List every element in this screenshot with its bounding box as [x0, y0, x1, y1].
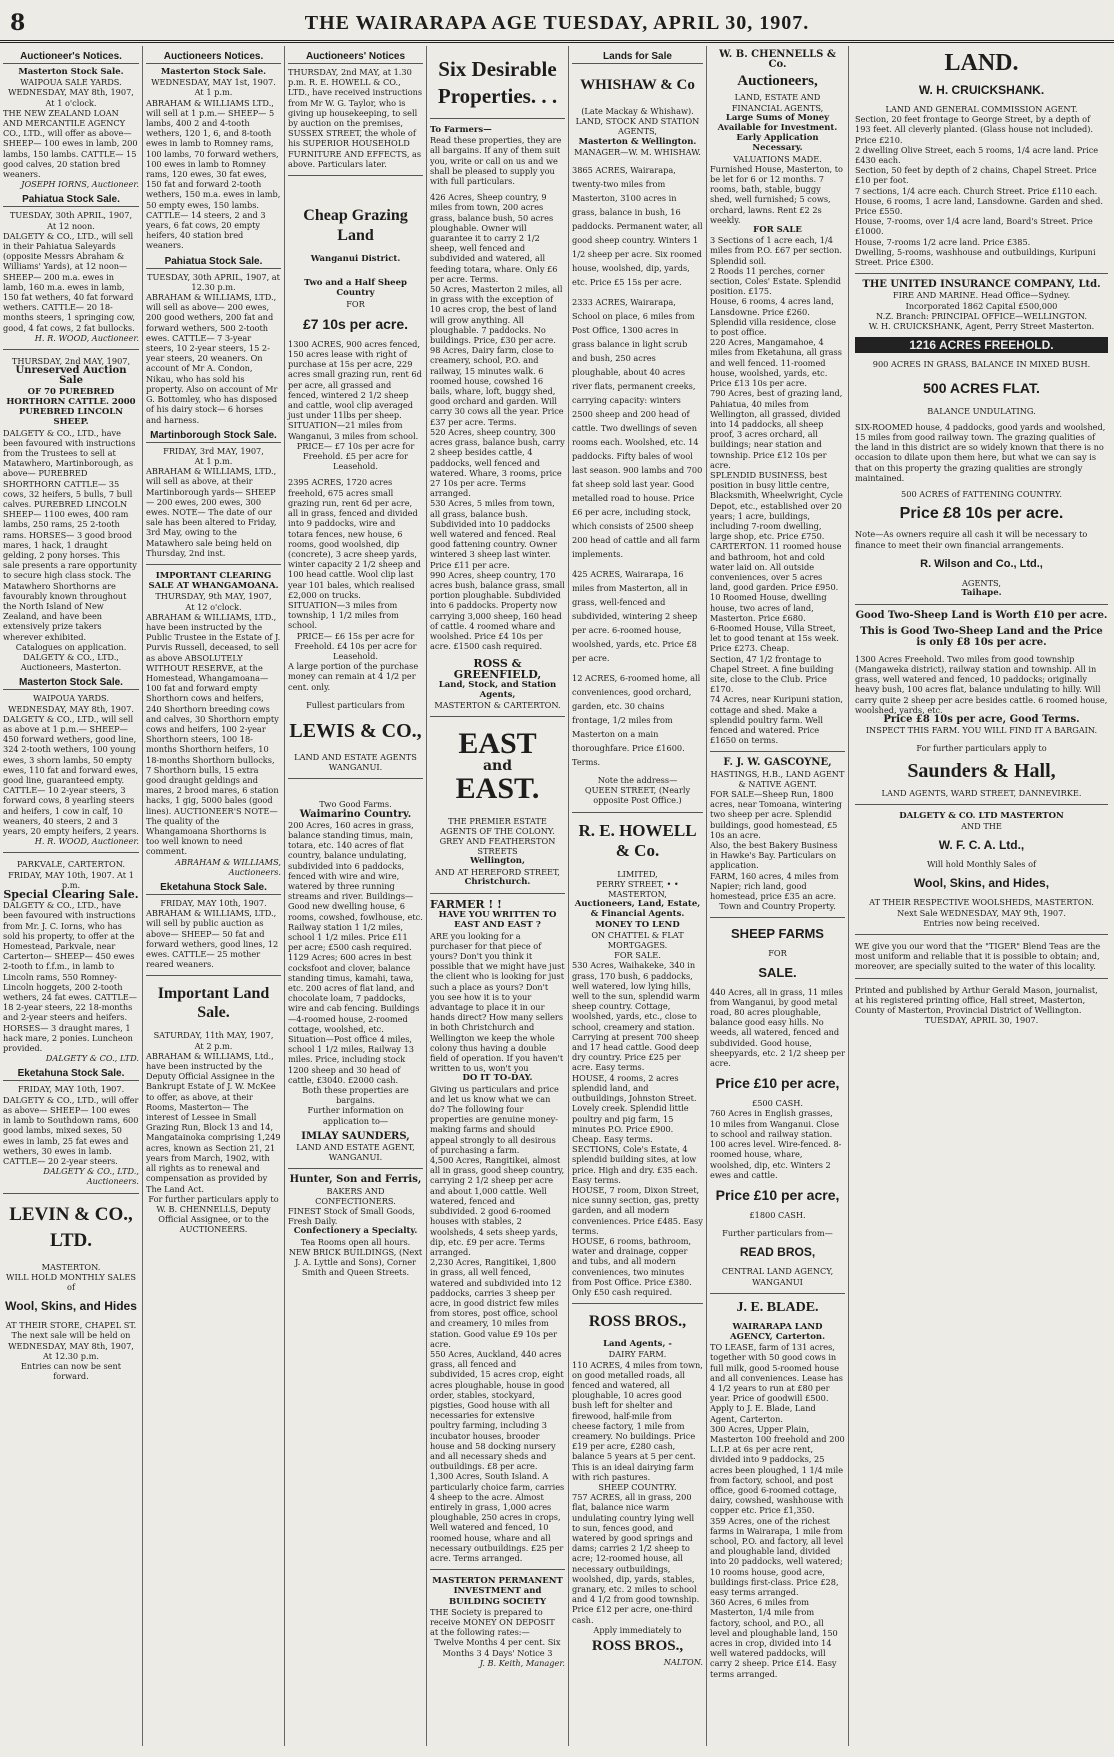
agent-name-east: EAST	[458, 727, 537, 761]
ad-subtitle: 900 ACRES IN GRASS, BALANCE IN MIXED BUSH.	[872, 359, 1091, 370]
ad-title: Masterton Stock Sale.	[160, 67, 267, 77]
listing-50-acres: 50 Acres, Masterton 2 miles, all in grass with the exception of 10 acres crop, the best of land will grow anything. All ploughable. 7 paddocks. No buildings. Price, £30 per acre.	[430, 284, 563, 346]
ad-headline-flat: 500 ACRES FLAT.	[923, 379, 1040, 396]
ad-subtitle: WAIPOUA SALE YARDS.	[20, 77, 122, 88]
divider	[572, 812, 703, 813]
divider	[430, 893, 565, 894]
ad-note: Both these properties are bargains.	[302, 1085, 409, 1106]
listing-3865-acres: 3865 ACRES, Wairarapa, twenty-two miles from Masterton, 3100 acres in grass, balance in bush, 16 paddocks. Permanent water, all good sheep country. Winters 1 1/2 sheep per acre. Six roomed house, woolshed, dip, yards, etc. Price £5 15s per acre.	[572, 165, 703, 288]
column-6	[706, 46, 848, 1746]
agent-subtitle: LAND AND ESTATE AGENTS WANGANUI.	[294, 751, 417, 773]
ad-body: ABRAHAM & WILLIAMS, LTD., will sell as above, at their Martinborough yards— SHEEP— 200 ewes, 200 ewes, 300 ewes. NOTE— The date of our sale has been altered to Friday, 3rd May, owing to the Matawhero sale being held on Thursday, 2nd inst.	[146, 466, 277, 558]
listing-300-acres: 300 Acres, Upper Plain, Masterton 100 freehold and 200 L.I.P. at 6s per acre rent, divided into 9 paddocks, 25 acres been ploughed, 1 1/4 mile from factory, school, and post office, good 6-roomed cottage, dairy, cowshed, washhouse with copper etc. Price £1,350.	[710, 1423, 845, 1516]
listing-359-acres: 359 Acres, one of the richest farms in Wairarapa, 1 mile from school, P.O. and factory, all level and ploughable land, divided into 20 paddocks, well watered; 10 rooms house, good acre, buildings first-class. Price £28, easy terms arranged.	[710, 1515, 844, 1597]
ad-date: FRIDAY, 3rd MAY, 1907,	[163, 445, 264, 456]
agent-subtitle: LAND AND ESTATE AGENT, WANGANUI.	[296, 1142, 415, 1163]
ad-body: ABRAHAM & WILLIAMS LTD., will sell at 1 p.m.— SHEEP— 5 lambs, 400 2 and 4-tooth wethers, 120 1, 6, and 8-tooth ewes in lamb to Romney rams, 100 lambs, 70 forward wethers, 100 ewes in lamb to Romney rams, 120 ewes, 30 fat ewes, 150 fat and forward 2-tooth wethers, 150 m.a. ewes in lamb, 50 empty ewes, 150 lambs. CATTLE— 14 steers, 2 and 3 years, 6 fat cows, 20 empty heifers, 40 station bred weaners.	[146, 97, 281, 251]
ad-subtitle: Wanganui District.	[310, 254, 401, 265]
ad-time: At 12 noon.	[47, 220, 95, 231]
divider	[855, 978, 1108, 979]
agent-and: AND THE	[961, 820, 1002, 831]
divider	[146, 975, 281, 976]
ad-subtitle: WAIPOUA YARDS.	[33, 693, 109, 704]
agent-location: MASTERTON & CARTERTON.	[434, 700, 561, 711]
divider	[855, 604, 1108, 605]
ad-date: WEDNESDAY, MAY 8th, 1907.	[8, 703, 134, 714]
ad-date: WEDNESDAY, MAY 8th, 1907,	[8, 87, 134, 98]
insurer-capital: Incorporated 1862 Capital £500,000	[905, 300, 1058, 311]
listing-chapel-street: Section, 50 feet by depth of 2 chains, Chapel Street. Price £10 per foot.	[855, 165, 1097, 186]
divider	[855, 273, 1108, 274]
listing-note: A large portion of the purchase money can remain at 4 1/2 per cent. only.	[288, 661, 419, 692]
ad-subtitle: DAIRY FARM.	[608, 1349, 667, 1360]
ad-subtitle: BALANCE UNDULATING.	[927, 405, 1036, 416]
listing-2-roods: 2 Roods 11 perches, corner section, Coles' Estate. Splendid position. £175.	[710, 265, 842, 297]
listing-200-acres: 200 Acres, 160 acres in grass, balance standing timus, main, totara, etc. 140 acres of flat country, balance undulating, subdivided into 6 paddocks, fenced with wire and wire, watered by three running streams and river. Buildings—Good new dwelling house, 6 rooms, cowshed, fowlhouse, etc. Railway station 1 1/2 miles, school 1 1/2 miles. Price £11 per acre; £500 cash required.	[288, 819, 423, 953]
listing-425-acres: 425 ACRES, Wairarapa, 16 miles from Masterton, all in grass, well-fenced and subdivided, wintering 2 sheep per acre. 6-roomed house, woolshed, yards, etc. Price £8 per acre.	[572, 569, 698, 664]
column-3	[284, 46, 426, 1746]
ad-body: ABRAHAM & WILLIAMS, Ltd., have been instructed by the Deputy Official Assignee in the Bankrupt Estate of J. W. McKee to offer, as above, at their Rooms, Masterton— The interest of Lessee in Small Grazing Run, Block 13 and 14, Mangatainoka comprising 1,249 acres, known as Section 21, 21 years from March, 1902, with all rights as to renewal and compensation as provided by The Land Act.	[146, 1050, 281, 1194]
ad-signature: DALGETY & CO., LTD.	[45, 1053, 139, 1064]
ad-contact-intro: For further particulars apply to	[916, 743, 1047, 754]
section-header: Lands for Sale	[572, 51, 703, 64]
ad-date: THURSDAY, 2nd MAY, 1907,	[11, 356, 131, 367]
agent-name-wilson: R. Wilson and Co., Ltd.,	[920, 557, 1043, 570]
ad-subtitle: HAVE YOU WRITTEN TO EAST AND EAST ?	[438, 910, 557, 931]
listing-2333-acres: 2333 ACRES, Wairarapa, School on place, 6 miles from Post Office, 1300 acres in grass balance in light scrub and bush, 250 acres ploughable, about 40 acres river flats, permanent creeks, carrying capacity: winters 2500 sheep and 200 head of cattle. Two dwellings of seven rooms each. Woolshed, etc. 14 paddocks. Fifty bales of wool last season. 900 lambs and 700 fat sheep sold last year. Good metalled road to house. Price £6 per acre, including stock, which consists of 2500 sheep 200 head of cattle and all farm implements.	[572, 297, 703, 560]
agent-address: GREY AND FEATHERSTON STREETS	[439, 835, 556, 857]
ad-date: FRIDAY, MAY 10th, 1907.	[160, 898, 267, 909]
agent-subtitle: LAND AGENTS, WARD STREET, DANNEVIRKE.	[881, 787, 1082, 798]
ad-body: ABRAHAM & WILLIAMS, LTD., will sell as above— 200 ewes, 200 good wethers, 200 fat and forward wethers, 500 2-tooth ewes. CATTLE— 7 3-year steers, 10 2-year steers, 15 2-year steers, 20 weaners. On account of Mr A. Condon, Nikau, who has sold his property. Also on account of Mr G. Bottomley, who has disposed of his dairy stock— 6 horses and harness.	[146, 292, 278, 425]
ad-title: IMPORTANT CLEARING SALE AT WHANGAMOANA.	[148, 570, 279, 592]
listing-360-acres: 360 Acres, 6 miles from Masterton, 1/4 mile from factory, school, and P.O., all level and ploughable land, 150 acres in crop, divided into 14 well watered paddocks, will carry 2 sheep. Price £14. Easy terms arranged.	[710, 1597, 838, 1679]
agent-name-and: and	[482, 758, 513, 775]
agent-role: Auctioneers,	[737, 73, 818, 90]
listing-4500-acres: 4,500 Acres, Rangitikei, almost all in grass, good sheep country, carrying 2 1/2 sheep per acre and about 1,000 cattle. Well watered, fenced and subdivided. 2 good 6-roomed houses with stables, 2 woolsheds, 4 sets sheep yards, dip, etc. £9 per acre. Terms arranged.	[430, 1155, 565, 1257]
ad-time: At 1 o'clock.	[45, 97, 97, 108]
ad-contact-intro: Further particulars from—	[722, 1228, 833, 1239]
ad-headline: Large Sums of Money Available for Investment.	[717, 112, 838, 134]
listing-house-6-rooms: HOUSE, 6 rooms, bathroom, water and drainage, copper and tubs, and all modern conveniences, two minutes from Post Office. Price £380. Only £50 cash required.	[572, 1235, 692, 1297]
agent-subtitle: LAND, ESTATE AND FINANCIAL AGENTS,	[731, 92, 824, 113]
ad-call-to-action: INSPECT THIS FARM. YOU WILL FIND IT A BARGAIN.	[865, 725, 1098, 736]
ad-date: TUESDAY, 30th APRIL, 1907, at 12.30 p.m.	[147, 271, 280, 292]
ad-headline-freehold: 1216 ACRES FREEHOLD.	[855, 337, 1108, 353]
ad-headline: Six Desirable Properties. . .	[437, 57, 558, 108]
listing-530-acres: 530 Acres, 5 miles from town, all grass, balance bush. Subdivided into 10 paddocks well watered and fenced. Real good fattening country. Owner wintered 3 sheep last winter. Price £11 per acre.	[430, 498, 558, 570]
ad-headline: Cheap Grazing Land	[303, 207, 408, 245]
column-2	[142, 46, 284, 1746]
listing-757-acres: 757 ACRES, all in grass, 200 flat, balance nice warm undulating country lying well to sun, fences good, and watered by good springs and dams; carries 2 1/2 sheep to acre; 12-roomed house, all necessary outbuildings, woolshed, dip, yards, stables, granary, etc. 2 miles to school and 4 1/2 from good township. Price £12 per acre, one-third cash.	[572, 1492, 700, 1625]
listing-situation: SITUATION—3 miles from township, 1 1/2 miles from school.	[288, 599, 399, 631]
ad-footer: Catalogues on application. DALGETY & CO., LTD., Auctioneers, Masterton.	[15, 641, 127, 673]
ad-footer: Entries can now be sent forward.	[20, 1360, 122, 1382]
business-note: Tea Rooms open all hours.	[300, 1236, 411, 1247]
ad-location: AT THEIR STORE, CHAPEL ST.	[5, 1320, 137, 1331]
divider	[288, 175, 423, 176]
ad-for: FOR	[768, 948, 787, 959]
ad-headline: LAND.	[944, 50, 1019, 76]
ad-subtitle: Two and a Half Sheep Country	[304, 278, 407, 299]
tea-ad: WE give you our word that the "TIGER" Blend Teas are the most uniform and reliable that it is possible to obtain; and, moreover, are specially suited to the water of this locality.	[855, 940, 1101, 972]
agent-subtitle: (Late Mackay & Whishaw).	[581, 106, 694, 116]
ad-headline: Wool, Skins, and Hides	[5, 1299, 137, 1314]
society-signature: J. B. Keith, Manager.	[479, 1657, 565, 1668]
listing-cash: £1800 CASH.	[749, 1209, 806, 1220]
listing-price: PRICE— £6 15s per acre for Freehold. £4 10s per acre for Leasehold.	[294, 630, 417, 661]
listing-business: SPLENDID BUSINESS, best position in busy little centre, Blacksmith, Wheelwright, Cycle Depot, etc., established over 20 years; 1 acre, buildings, including 7-room dwelling, large shop, etc. Price £750.	[710, 469, 843, 542]
society-body: THE Society is prepared to receive MONEY ON DEPOSIT at the following rates:—	[430, 1606, 555, 1638]
ad-title: Unreserved Auction Sale	[15, 365, 127, 387]
insurer-agent: W. H. CRUICKSHANK, Agent, Perry Street Masterton.	[868, 321, 1095, 332]
listing-440-acres: 440 Acres, all in grass, 11 miles from Wanganui, by good metal road, 80 acres ploughable, balance good easy hills. No weeds, all watered, fenced and subdivided. Good house, sheepyards, etc. 2 1/2 sheep per acre.	[710, 986, 846, 1069]
ad-price: £7 10s per acre.	[302, 315, 409, 332]
listing-110-acres: 110 ACRES, 4 miles from town, on good metalled roads, all fenced and watered, all ploughable, 10 acres good bush left for shelter and firewood, half-mile from cheese factory, 1 mile from creamery. No buildings. Price £19 per acre, £280 cash, balance 5 years at 5 per cent. This is an ideal dairying farm with rich pastures.	[572, 1359, 703, 1482]
ad-for: FOR	[346, 298, 365, 309]
divider	[855, 934, 1108, 935]
listing-kuripuni: Dwelling, 5-rooms, washhouse and outbuildings, Kuripuni Street. Price £300.	[855, 246, 1096, 268]
agent-role: LAND, STOCK AND STATION AGENTS,	[575, 116, 700, 137]
ad-for-sale: FOR SALE.	[614, 950, 661, 961]
listing-olive-street: 2 dwelling Olive Street, each 5 rooms, 1/4 acre land. Price £430 each.	[855, 144, 1099, 166]
ad-headline: SHEEP FARMS	[731, 926, 824, 942]
agent-subtitle: HASTINGS, H.B., LAND AGENT & NATIVE AGENT.	[710, 768, 845, 789]
listing-790-acres: 790 Acres, best of grazing land, Pahiatua, 40 miles from Wellington, all grassed, divided into 14 paddocks, all sheep proof, 3 acres orchard, all buildings; near station and township. Price £12 10s per acre.	[710, 388, 843, 470]
divider	[572, 1303, 703, 1304]
ad-subtitle: VALUATIONS MADE.	[733, 153, 822, 164]
agent-name-imlay: IMLAY SAUNDERS,	[301, 1130, 410, 1142]
ad-body: ARE you looking for a purchaser for that piece of yours? Don't you think it possible that we might have just the client who is looking for just such a place as yours? Don't you see how it is to your advantage to place it in our hands direct? How many sellers in both Christchurch and Wellington we keep the whole colony thus having a double field of operation. If you haven't written to us, won't you	[430, 930, 565, 1074]
ad-title: Pahiatua Stock Sale.	[146, 256, 281, 269]
ad-time: At 1 p.m.	[194, 455, 233, 466]
divider	[430, 1569, 565, 1570]
listing-530-acres: 530 Acres, Waihakeke, 340 in grass, 170 bush, 6 paddocks, well watered, low lying hills, well to the sun, splendid warm sheep country. Cottage, woolshed, yards, etc., close to school, creamery and station. Carrying at present 700 sheep and 17 head cattle. Good deep dry country. Price £25 per acre. Easy terms.	[572, 960, 700, 1073]
listing-12-acres: 12 ACRES, 6-roomed home, all conveniences, good orchard, garden, etc. 30 chains frontage, 1/2 miles from Masterton on a main thoroughfare. Price £1600. Terms.	[572, 673, 701, 768]
listing-3-sections: 3 Sections of 1 acre each, 1/4 miles from P.O. £67 per section. Splendid soil.	[710, 235, 842, 266]
ad-subtitle: ON CHATTEL & FLAT MORTGAGES.	[591, 929, 684, 951]
listing-house-lansdowne: House, 6 rooms, 1 acre land, Lansdowne. Garden and shed. Price £550.	[855, 195, 1103, 217]
ad-body: WILL HOLD MONTHLY SALES of	[6, 1271, 136, 1292]
divider	[288, 778, 423, 779]
imprint-date: TUESDAY, APRIL 30, 1907.	[924, 1015, 1039, 1026]
divider	[430, 118, 565, 119]
agent-name-whishaw: WHISHAW & Co	[580, 77, 695, 93]
ad-subtitle: MASTERTON.	[41, 1261, 101, 1272]
listing-98-acres: 98 Acres, Dairy farm, close to creamery, school, P.O. and railway, 15 minutes walk. 6 roomed house, cowshed 16 bails, whare, loft, buggy shed, good orchard and garden. Will carry 30 cows all the year. Price £37 per acre. Terms.	[430, 345, 564, 427]
agent-address: PERRY STREET, • • MASTERTON,	[596, 878, 679, 900]
listing-price: PRICE— £7 10s per acre for Freehold. £5 per acre for Leasehold.	[296, 440, 415, 472]
ad-date: FRIDAY, MAY 10th, 1907.	[17, 1084, 125, 1095]
listing-520-acres: 520 Acres, sheep country, 300 acres grass, balance bush, carry 2 sheep besides cattle, 4 paddocks, well fenced and watered. Whare, 3 rooms, price 27 10s per acre. Terms arranged.	[430, 426, 565, 499]
ad-body: ABRAHAM & WILLIAMS, LTD., have been instructed by the Public Trustee in the Estate of J. Purvis Russell, deceased, to sell as above ABSOLUTELY WITHOUT RESERVE, at the Homestead, Whangamoana— 100 fat and forward empty Shorthorn cows and heifers, 240 Shorthorn breeding cows and calves, 30 Shorthorn empty cows and heifers, 100 2-year Shorthorn steers, 100 18-months Shorthorn heifers, 10 18-months Shorthorn bullocks, 7 Shorthorn bulls, 15 extra good draught geldings and mares, 2 brood mares, 6 station hacks, 1 gig, 5000 bales (good lines). AUCTIONEER'S NOTE— The quality of the Whangamoana Shorthorns is too well known to need comment.	[146, 611, 281, 857]
listing-house-board: House, 7-rooms, over 1/4 acre land, Board's Street. Price £1000.	[855, 216, 1093, 237]
listing-furnished-house: Furnished House, Masterton, to be let for 6 or 12 months. 7 rooms, bath, stable, buggy shed, well furnished; 5 cows, orchard, lawns. Rent £2 2s weekly.	[710, 163, 843, 225]
ad-time: At 12 o'clock.	[185, 601, 242, 612]
ad-next-sale: Next Sale WEDNESDAY, MAY 9th, 1907.	[897, 907, 1066, 918]
agent-manager: MANAGER—W. M. WHISHAW.	[574, 146, 701, 157]
ad-body: SIX-ROOMED house, 4 paddocks, good yards and woolshed, 15 miles from good railway town. The grazing qualities of the land in this district are so widely known that there is no occasion to dilate upon them here, but what we can say is that on this property the grazing qualities are strongly maintained.	[855, 421, 1106, 483]
ad-headline: MONEY TO LEND	[595, 919, 680, 930]
ad-signature: ABRAHAM & WILLIAMS, Auctioneers.	[175, 856, 281, 877]
ad-footer: Entries now being received.	[923, 917, 1040, 928]
listing-74-acres: 74 Acres, near Kuripuni station, cottage and shed. Make a splendid poultry farm. Well fenced and watered. Price £1650 on terms.	[710, 694, 844, 746]
ad-signature: H. R. WOOD, Auctioneer.	[34, 836, 139, 847]
listing-1300-acres: 1300 Acres Freehold. Two miles from good township (Mangaweka district), railway station and township. All in grass, well watered and fenced, 10 paddocks; originally heavy bush, 100 acres flat, balance undulating to hilly. Will carry quite 2 sheep per acre besides cattle. 6 roomed house, woolshed, yards, etc.	[855, 653, 1108, 715]
listing-house-4-rooms: HOUSE, 4 rooms, 2 acres splendid land, and outbuildings, Johnston Street. Lovely creek. Splendid little poultry and pig farm, 15 minutes P.O. Price £900. Cheap. Easy terms.	[572, 1072, 697, 1144]
ad-subtitle: Will hold Monthly Sales of	[926, 859, 1037, 870]
ad-body: Read these properties, they are all bargains. If any of them suit you, write or call on us and we shall be pleased to supply you with full particulars.	[430, 135, 562, 187]
section-header: Auctioneers Notices.	[146, 51, 281, 64]
agent-tagline: THE PREMIER ESTATE AGENTS OF THE COLONY.	[440, 815, 555, 836]
listing-price: Price £10 per acre,	[715, 1186, 840, 1203]
divider	[710, 751, 845, 752]
ad-headline: Waimarino Country.	[299, 808, 412, 820]
listing-house-lansdowne: House, 6 rooms, 4 acres land, Lansdowne. Price £260. Splendid villa residence, close to post office.	[710, 296, 837, 338]
agent-name-ross-bros: ROSS BROS.,	[588, 1313, 687, 1331]
ad-title: Martinborough Stock Sale.	[146, 430, 281, 443]
ad-contact-intro: Further information on application to—	[307, 1105, 404, 1126]
masthead	[0, 0, 1114, 43]
agent-location: NALTON.	[663, 1657, 703, 1668]
ad-subtitle: 500 ACRES of FATTENING COUNTRY.	[901, 489, 1062, 500]
ad-signature: JOSEPH IORNS, Auctioneer.	[21, 179, 139, 190]
ad-footer: For further particulars apply to W. B. CHENNELLS, Deputy Official Assignee, or to the AUCTIONEERS.	[148, 1193, 279, 1235]
agent-limited: LIMITED,	[617, 868, 658, 879]
agent-city: Wellington,	[470, 856, 525, 867]
column-4	[426, 46, 568, 1746]
listing-1129-acres: 1129 Acres; 600 acres in best cocksfoot and clover, balance standing timus, kamahi, tawa, etc. 200 acres of flat land, and chocolate loam, 7 paddocks, wire and cab fencing. Buildings—4-roomed house, 2-roomed cottage, woolshed, etc. Situation—Post office 4 miles, school 1 1/2 miles, Railway 13 miles. Price, including stock 1200 sheep and 30 head of cattle, £3040. £2000 cash.	[288, 952, 420, 1085]
insurer-subtitle: FIRE AND MARINE. Head Office—Sydney.	[892, 290, 1071, 301]
agent-name-east-2: EAST.	[455, 771, 540, 805]
section-header: Auctioneers' Notices	[288, 51, 423, 64]
listing-990-acres: 990 Acres, sheep country, 170 acres bush, balance grass, small portion ploughable. Subdivided into 6 paddocks. Property now carrying 3,000 sheep, 160 head of cattle. 4 roomed whare and woolshed. Price £4 10s per acre. £1500 cash required.	[430, 569, 565, 652]
ad-body: THE NEW ZEALAND LOAN AND MERCANTILE AGENCY CO., LTD., will offer as above— SHEEP— 100 ewes in lamb, 200 lambs, 150 lambs. CATTLE— 15 good calves, 20 station bred weaners.	[3, 107, 138, 180]
agent-role: AGENTS,	[962, 577, 1001, 588]
ad-body: DALGETY & CO., LTD., will offer as above— SHEEP— 100 ewes in lamb to Southdown rams, 600 good lambs, mixed sexes, 50 ewes in lamb, 25 fat ewes and wethers, 30 ewes in lamb. CATTLE— 20 2-year steers.	[3, 1094, 139, 1166]
agent-name-lewis: LEWIS & CO.,	[289, 719, 422, 742]
column-7	[848, 46, 1114, 1746]
agent-name-cruickshank: W. H. CRUICKSHANK.	[918, 83, 1045, 97]
ad-title: Special Clearing Sale.	[3, 888, 139, 902]
ad-contact-intro: Apply immediately to	[593, 1624, 682, 1635]
ad-headline: This is Good Two-Sheep Land and the Price is only £8 10s per acre.	[860, 626, 1103, 648]
listing-house-7-room: HOUSE, 7 room, Dixon Street, nice sunny section, gas, pretty garden, and all modern conveniences. Price £485. Easy terms.	[572, 1184, 703, 1236]
agent-location: Taihape.	[961, 587, 1002, 598]
listing-1300-acres: 1,300 Acres, South Island. A particularly choice farm, carries 4 sheep to the acre. Almost entirely in grass, 1,000 acres ploughable, 250 acres in crops, Well watered and fenced, 10 roomed house, whare and all necessary outbuildings. £25 per acre. Terms arranged.	[430, 1471, 565, 1563]
section-header: Auctioneer's Notices.	[3, 51, 139, 64]
ad-headline: SALE.	[758, 964, 797, 980]
ad-date: WEDNESDAY, MAY 1st, 1907.	[151, 77, 276, 88]
listing-price: Price £8 10s per acre.	[899, 505, 1064, 523]
ad-location: AT THEIR RESPECTIVE WOOLSHEDS, MASTERTON.	[869, 897, 1094, 908]
business-specialty: Confectionery a Specialty.	[293, 1226, 418, 1237]
business-name-hunter: Hunter, Son and Ferris,	[289, 1174, 422, 1186]
agent-name-ross-bros-2: ROSS BROS.,	[591, 1638, 684, 1655]
column-5	[568, 46, 706, 1746]
ad-title: Eketahuna Stock Sale.	[3, 1068, 139, 1081]
ad-signature: DALGETY & CO., LTD., Auctioneers.	[43, 1166, 139, 1187]
ad-call-to-action: DO IT TO-DAY.	[462, 1073, 533, 1084]
ad-title: LEVIN & CO., LTD.	[9, 1203, 133, 1251]
ad-time: At 1 p.m.	[194, 87, 233, 98]
agent-name-blade: J. E. BLADE.	[736, 1299, 819, 1315]
divider	[710, 917, 845, 918]
agent-subtitle: LAND AND GENERAL COMMISSION AGENT.	[885, 104, 1078, 114]
listing-note: Note—As owners require all cash it will be necessary to finance to meet their own financial arrangements.	[855, 529, 1088, 550]
ad-subtitle: To Farmers—	[430, 125, 492, 135]
listing-10-roomed-house: 10 Roomed House, dwelling house, two acres of land, Masterton. Price £680.	[710, 592, 827, 623]
agent-address: AND AT HEREFORD STREET,	[435, 866, 560, 877]
ad-headline: FARMER ! !	[430, 898, 502, 911]
listing-price: Price £8 10s per acre, Good Terms.	[883, 713, 1080, 725]
ad-body: DALGETY & CO., LTD., will sell in their Pahiatua Saleyards (opposite Messrs Abraham & Williams' Yards), at 12 noon— SHEEP— 200 m.a. ewes in lamb, 160 m.a. ewes in lamb, 150 fat wethers, 40 fat forward wethers. CATTLE— 20 18-months steers, 1 springing cow, good, 4 fat cows, 2 fat bullocks.	[3, 230, 136, 333]
listing-sections: SECTIONS, Cole's Estate, 4 splendid building sites, at low price. High and dry. £35 each. Easy terms.	[572, 1144, 698, 1185]
divider	[3, 1193, 139, 1194]
divider	[3, 852, 139, 853]
agent-name-howell: R. E. HOWELL & Co.	[578, 820, 697, 860]
ad-date: SATURDAY, 11th MAY, 1907,	[153, 1030, 274, 1041]
listing-house-7-rooms: House, 7-rooms 1/2 acre land. Price £385.	[855, 236, 1031, 247]
agent-location: Masterton & Wellington.	[578, 136, 697, 147]
ad-next-sale: The next sale will be held on WEDNESDAY, MAY 8th, 1907, At 12.30 p.m.	[8, 1330, 134, 1361]
divider	[710, 1293, 845, 1294]
ad-time: At 2 p.m.	[194, 1040, 233, 1051]
ad-for-sale: FOR SALE	[753, 225, 802, 236]
divider	[146, 564, 281, 565]
agent-name-dalgety: DALGETY & CO. LTD MASTERTON	[899, 810, 1064, 821]
society-rates: Twelve Months 4 per cent. Six Months 3 4 Days' Notice 3	[434, 1637, 561, 1658]
agent-subtitle: Land, Stock, and Station Agents,	[438, 679, 557, 700]
listing-farm-160: FARM, 160 acres, 4 miles from Napier; rich land, good homestead, price £35 an acre.	[710, 870, 839, 902]
agent-name-saunders-hall: Saunders & Hall,	[907, 759, 1056, 782]
ad-subtitle: Two Good Farms.	[319, 799, 392, 810]
listing-760-acres: 760 Acres in English grasses, 10 miles from Wanganui. Close to school and railway station. 100 acres level. Wire-fenced. 8-roomed house, whare, woolshed, dip, etc. Winters 2 ewes and cattle.	[710, 1108, 842, 1180]
listing-1300-acres: 1300 ACRES, 900 acres fenced, 150 acres lease with right of purchase at 15s per acre, 229 acres small grazing run, rent 6d per acre, all grassed and fenced, wintered 2 1/2 sheep and cattle, wool clip averaged just under 11lbs per sheep.	[288, 338, 422, 421]
publisher-imprint: Printed and published by Arthur Gerald Mason, journalist, at his registered printing office, Hall street, Masterton, County of Masterton, Provincial District of Wellington.	[855, 984, 1098, 1015]
ad-date: THURSDAY, 9th MAY, 1907,	[155, 591, 272, 602]
newspaper-title: THE WAIRARAPA AGE TUESDAY, APRIL 30, 1907.	[304, 12, 810, 34]
ad-body: ABRAHAM & WILLIAMS, LTD., will sell by public auction as above— SHEEP— 50 fat and forward wethers, good lines, 12 ewes. CATTLE— 25 mother reared weaners.	[146, 908, 279, 970]
business-body: FINEST Stock of Small Goods, Fresh Daily.	[288, 1206, 415, 1227]
listing-6-roomed-house: 6-Roomed House, Villa Street, let to good tenant at 15s week. Price £273. Cheap.	[710, 622, 839, 654]
listing-sheep-run: FOR SALE—Sheep Run, 1800 acres, near Tomoana, wintering two sheep per acre. Splendid buildings, good homestead, £5 10s an acre.	[710, 789, 842, 840]
listing-carterton: CARTERTON. 11 roomed house and bathroom, hot and cold water laid on. All outside conveniences, over 5 acres land, good garden. Price £950.	[710, 541, 842, 593]
listing-bakery: Also, the best Bakery Business in Hawke's Bay. Particulars on application.	[710, 840, 838, 871]
listing-2230-acres: 2,230 Acres, Rangitikei, 1,800 in grass, all well fenced, watered and subdivided into 12 paddocks, carries 3 sheep per acre, in good district few miles from stores, post office, school and creamery, 10 miles from station. Good value £9 10s per acre.	[430, 1257, 562, 1349]
address: QUEEN STREET, (Nearly opposite Post Office.)	[584, 785, 691, 806]
listing-section-george: Section, 20 feet frontage to George Street, by a depth of 193 feet. All cleverly planted. (Glass house not included). Price £210.	[855, 114, 1094, 145]
divider	[430, 716, 565, 717]
agent-name-read-bros: READ BROS,	[739, 1245, 816, 1260]
agent-name-wfca: W. F. C. A. Ltd.,	[938, 838, 1025, 853]
ad-title: Masterton Stock Sale.	[18, 67, 124, 77]
agent-subtitle: Land Agents, -	[603, 1339, 672, 1350]
listing-2395-acres: 2395 ACRES, 1720 acres freehold, 675 acres small grazing run, rent 6d per acre, all in grass, fenced and divided into 9 paddocks, wire and totara fences, new house, 6 rooms, good woolshed, dip (concrete), 3 acre sheep yards, winter capacity 2 1/2 sheep and 100 head cattle. Wool clip last year 101 bales, which realised £2,000 on trucks.	[288, 477, 421, 600]
agent-note: Town and Country Property.	[719, 901, 836, 912]
listing-church-street: 7 sections, 1/4 acre each. Church Street. Price £110 each.	[855, 185, 1098, 196]
ad-subtitle: PARKVALE, CARTERTON. FRIDAY, MAY 10th, 1907. At 1 p.m.	[8, 859, 134, 890]
agent-subtitle: CENTRAL LAND AGENCY, WANGANUI	[721, 1266, 834, 1287]
listing-situation: SITUATION—21 miles from Wanganui, 3 miles from school.	[288, 420, 419, 441]
address-note: Note the address—	[597, 775, 678, 786]
agent-subtitle: Auctioneers, Land, Estate, & Financial Agents.	[574, 899, 701, 920]
listing-lease-131: TO LEASE, farm of 131 acres, together with 50 good cows in full milk, good 5-roomed house and all conveniences. Lease has 4 1/2 years to run at £80 per year. Price of goodwill £500. Apply to J. E. Blade, Land Agent, Carterton.	[710, 1342, 843, 1424]
ad-title: Eketahuna Stock Sale.	[146, 882, 281, 895]
ad-headline: Wool, Skins, and Hides,	[913, 876, 1050, 891]
ad-title: Pahiatua Stock Sale.	[3, 194, 139, 207]
ad-body: DALGETY & CO., LTD., will sell as above at 1 p.m.— SHEEP— 450 forward wethers, good line, 324 2-tooth wethers, 100 young ewes, 3 shorn lambs, 50 empty ewes, 110 fat and forward ewes, good line, guaranteed empty. CATTLE— 10 2-year steers, 3 forward cows, 8 yearling steers and heifers, 1 cow in calf, 10 weaners, 40 steers, 2 and 3 years, 20 empty heifers, 2 years.	[3, 713, 139, 837]
listing-section-chapel: Section, 47 1/2 frontage to Chapel Street. A fine building site, close to the Club. Price £170.	[710, 653, 834, 695]
listing-price: Price £10 per acre,	[715, 1075, 840, 1092]
insurer-branch: N.Z. Branch: PRINCIPAL OFFICE—WELLINGTON.	[876, 310, 1087, 321]
ad-body: DALGETY & CO., LTD., have been favoured with instructions from Mr. J. C. Iorns, who has sold his property, to offer at the Homestead, Parkvale, near Carterton— SHEEP— 450 ewes 2-tooth to f.f.m., in lamb to Lincoln rams, 550 Romney-Lincoln hoggets, 200 2-tooth wethers, 24 fat ewes. CATTLE— 18 2-year steers, 22 18-months and 2-year steers and heifers. HORSES— 3 draught mares, 1 hack mare, 2 ponies. Luncheon provided.	[3, 900, 137, 1054]
ad-subtitle: SHEEP COUNTRY.	[598, 1482, 677, 1492]
listing-cash: £500 CASH.	[752, 1098, 803, 1109]
ad-headline: Early Application Necessary.	[736, 133, 819, 154]
ad-body: THURSDAY, 2nd MAY, at 1.30 p.m. R. E. HOWELL & CO., LTD., have received instructions from Mr W. G. Taylor, who is giving up housekeeping, to sell by auction on the premises, SUSSEX STREET, the whole of his SUPERIOR HOUSEHOLD FURNITURE AND EFFECTS, as above. Particulars later.	[288, 67, 423, 169]
business-address: NEW BRICK BUILDINGS, (Next J. A. Lyttle and Sons), Corner Smith and Queen Streets.	[288, 1246, 423, 1278]
business-subtitle: BAKERS AND CONFECTIONERS.	[315, 1185, 396, 1206]
listing-220-acres: 220 Acres, Mangamahoe, 4 miles from Eketahuna, all grass and well fenced. 11-roomed house, woolshed, yards, etc. Price £13 10s per acre.	[710, 337, 842, 389]
listing-426-acres: 426 Acres, Sheep country, 9 miles from town, 200 acres grass, balance bush, 50 acres ploughable. Owner will guarantee it to carry 2 1/2 sheep, well fenced and subdivided and watered, all feeding totara, whare. Only £6 per acre. Terms.	[430, 192, 558, 284]
ad-contact-intro: Fullest particulars from	[306, 699, 405, 710]
divider	[855, 804, 1108, 805]
agent-subtitle: WAIRARAPA LAND AGENCY, Carterton.	[729, 1321, 826, 1342]
divider	[3, 349, 139, 350]
ad-date: TUESDAY, 30th APRIL, 1907,	[9, 210, 133, 221]
page-number: 8	[10, 10, 26, 36]
ad-body: Giving us particulars and price and let us know what we can do? The following four properties are genuine money-making farms and should appeal strongly to all desirous of purchasing a farm.	[430, 1083, 559, 1155]
society-title: MASTERTON PERMANENT INVESTMENT and BUILDING SOCIETY	[432, 1576, 563, 1607]
ad-headline: Good Two-Sheep Land is Worth £10 per acre.	[855, 610, 1108, 622]
agent-name-ross-greenfield: ROSS & GREENFIELD,	[453, 657, 542, 681]
ad-title: Important Land Sale.	[157, 985, 270, 1022]
ad-signature: H. R. WOOD, Auctioneer.	[34, 332, 139, 343]
agent-name-chennells: W. B. CHENNELLS & Co.	[719, 49, 836, 71]
column-1	[0, 46, 142, 1746]
agent-city: Christchurch.	[464, 876, 531, 887]
agent-name-gascoyne: F. J. W. GASCOYNE,	[723, 757, 832, 769]
ad-title: Masterton Stock Sale.	[3, 677, 139, 690]
ad-body: DALGETY & CO., LTD., have been favoured with instructions from the Trustees to sell at Matawhero, Martinborough, as above— PUREBRED SHORTHORN CATTLE— 35 cows, 32 heifers, 5 bulls, 7 bull calves. PUREBRED LINCOLN SHEEP— 1100 ewes, 400 ram lambs, 250 rams, 25 2-tooth rams. HORSES— 3 good brood mares, 1 hack, 1 draught gelding, 2 pony horses. This sale presents a rare opportunity to secure high class stock. The Matawhero Shorthorns are favourably known throughout the North Island of New Zealand, and have been extensively prize takers wherever exhibited.	[3, 427, 137, 642]
divider	[288, 1168, 423, 1169]
insurer-name: THE UNITED INSURANCE COMPANY, Ltd.	[862, 279, 1101, 291]
ad-subtitle: OF 70 PUREBRED HORTHORN CATTLE. 2000 PUREBRED LINCOLN SHEEP.	[6, 386, 136, 428]
listing-550-acres: 550 Acres, Auckland, 440 acres grass, all fenced and subdivided, 15 acres crop, eight acres ploughable, house in good order, stables, stockyard, pigsties, Good house with all necessaries for extensive poultry farming, including 3 incubator houses, brooder house and 58 docking nursery and all necessary sheds and outbuildings. £8 per acre.	[430, 1348, 565, 1472]
